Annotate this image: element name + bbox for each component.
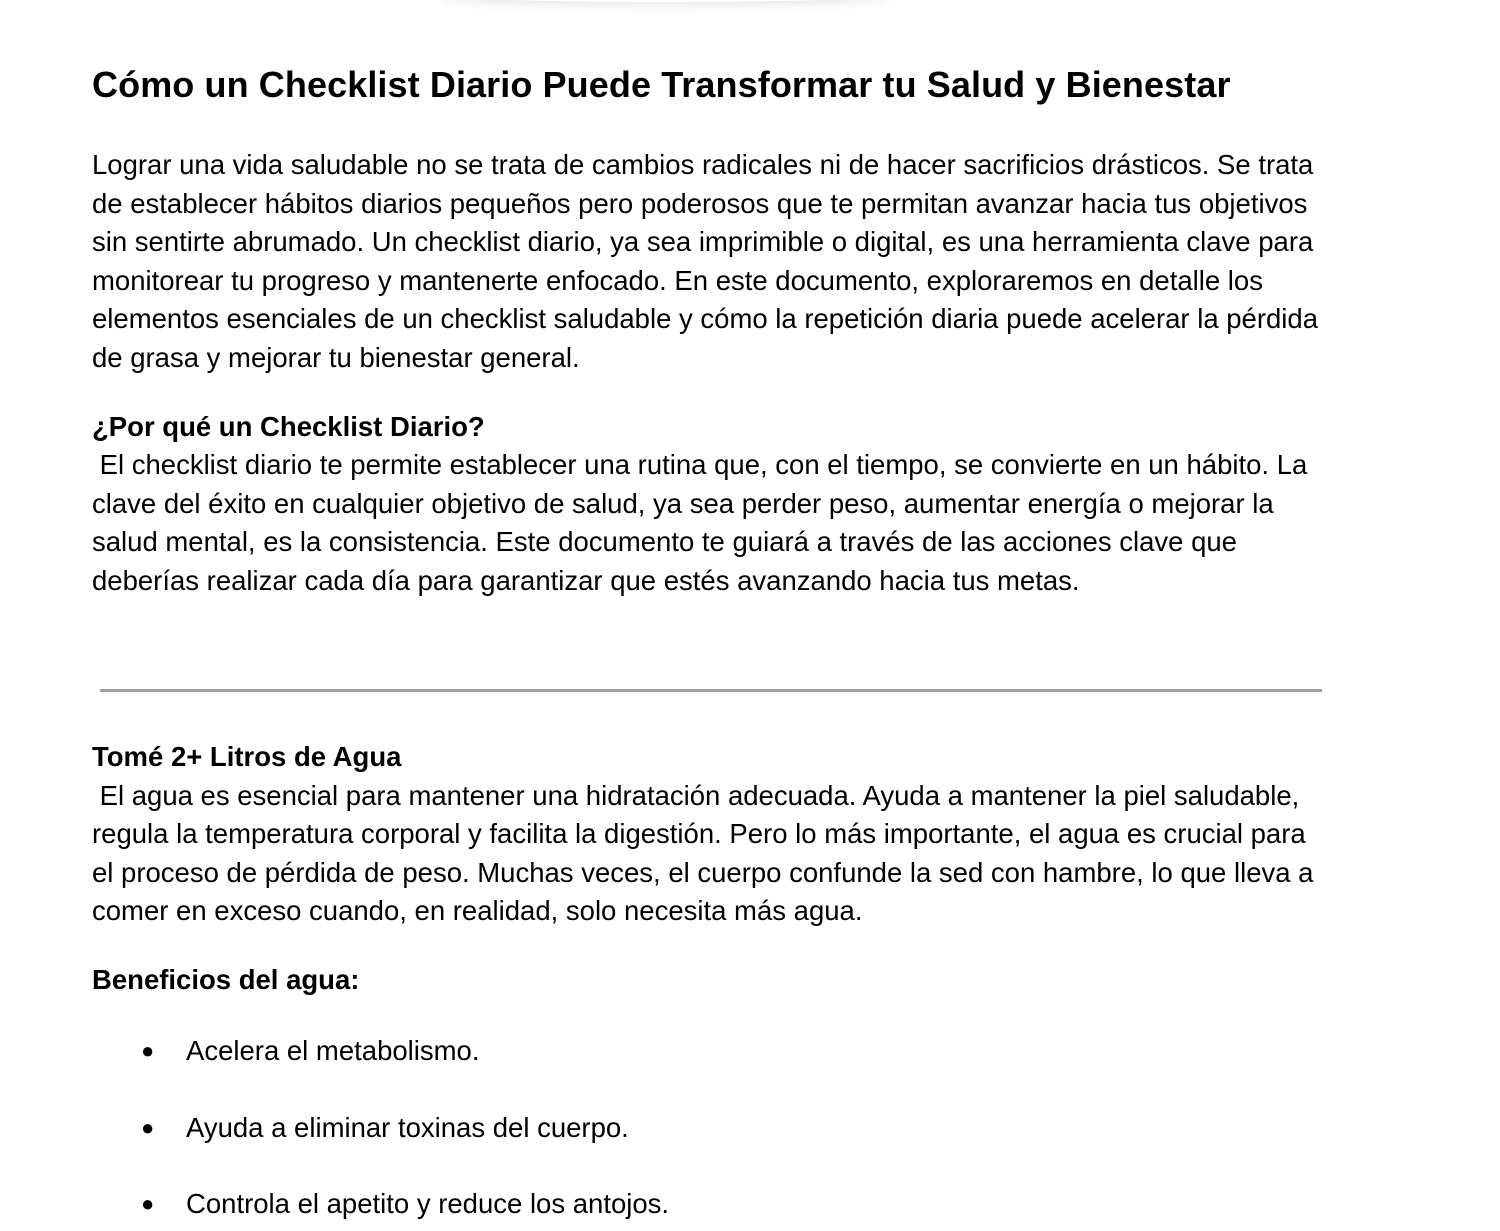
section-water-body bbox=[92, 777, 1332, 931]
section-why-checklist-heading: ¿Por qué un Checklist Diario? bbox=[92, 410, 485, 442]
document-content bbox=[92, 62, 1332, 601]
section-why-checklist bbox=[92, 408, 1332, 601]
benefits-list bbox=[92, 1032, 669, 1231]
page-top-shadow bbox=[440, 0, 890, 2]
section-why-checklist-text: El checklist diario te permite establecer una rutina que, con el tiempo, se convierte en un hábito. La clave del éxito en cualquier objetivo de salud, ya sea perder peso, aumentar energía o mejorar la salud mental, es la consistencia. Este documento te guiará a través de las acciones clave que deberías realizar cada día para garantizar que estés avanzando hacia tus metas. bbox=[92, 449, 1308, 596]
intro-paragraph: Lograr una vida saludable no se trata de cambios radicales ni de hacer sacrificios drásticos. Se trata de establecer hábitos diarios pequeños pero poderosos que te permitan avanzar hacia tus objetivos sin sentirte abrumado. Un checklist diario, ya sea imprimible o digital, es una herramienta clave para monitorear tu progreso y mantenerte enfocado. En este documento, exploraremos en detalle los elementos esenciales de un checklist saludable y cómo la repetición diaria puede acelerar la pérdida de grasa y mejorar tu bienestar general. bbox=[92, 149, 1319, 373]
list-item-text: Controla el apetito y reduce los antojos. bbox=[186, 1188, 670, 1220]
list-item bbox=[92, 1185, 669, 1224]
benefits-heading: Beneficios del agua: bbox=[92, 964, 360, 995]
list-item-text: Ayuda a eliminar toxinas del cuerpo. bbox=[186, 1111, 629, 1143]
section-water-text: El agua es esencial para mantener una hidratación adecuada. Ayuda a mantener la piel saludable, regula la temperatura corporal y facilita la digestión. Pero lo más importante, el agua es crucial para el proceso de pérdida de peso. Muchas veces, el cuerpo confunde la sed con hambre, lo que lleva a comer en exceso cuando, en realidad, solo necesita más agua. bbox=[92, 779, 1314, 927]
list-item bbox=[92, 1032, 669, 1071]
horizontal-divider bbox=[100, 689, 1322, 692]
list-item bbox=[92, 1109, 669, 1148]
list-item-text: Acelera el metabolismo. bbox=[186, 1035, 480, 1066]
bullet-icon: ● bbox=[141, 1114, 155, 1140]
bullet-icon: ● bbox=[141, 1038, 155, 1063]
section-why-checklist-body bbox=[92, 446, 1332, 600]
bullet-icon: ● bbox=[141, 1191, 155, 1217]
section-water-heading: Tomé 2+ Litros de Agua bbox=[92, 741, 402, 772]
section-water bbox=[92, 738, 1332, 931]
document-title: Cómo un Checklist Diario Puede Transformar tu Salud y Bienestar bbox=[92, 64, 1231, 105]
